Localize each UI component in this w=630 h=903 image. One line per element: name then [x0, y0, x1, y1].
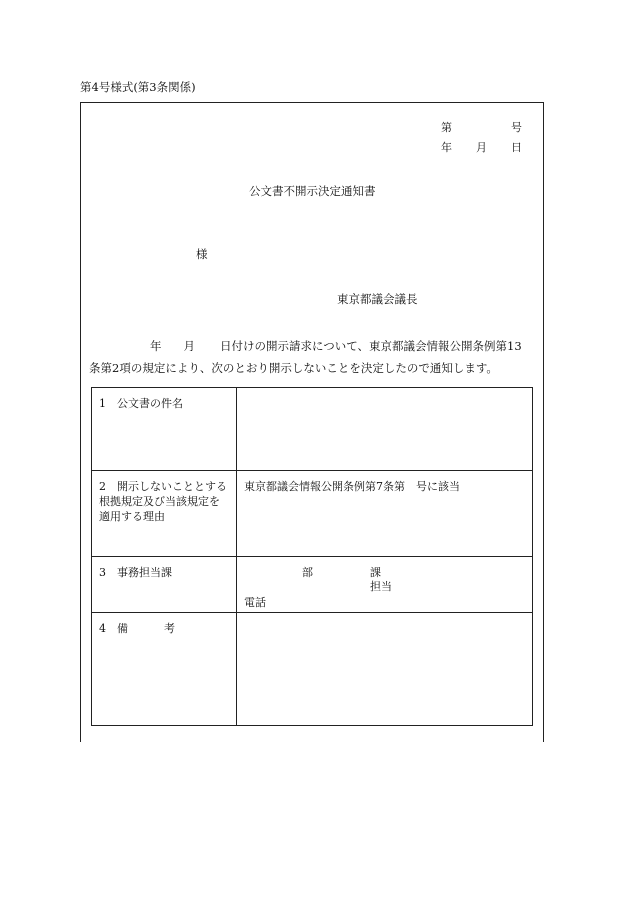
phone-label: 電話 — [244, 596, 266, 609]
body-line-1 — [150, 341, 522, 353]
table-row — [92, 471, 533, 557]
department-label: 部 — [302, 566, 313, 579]
document-title: 公文書不開示決定通知書 — [249, 184, 376, 198]
body-year: 年 — [150, 339, 162, 353]
body-month: 月 — [183, 339, 195, 353]
decision-details-table — [91, 387, 533, 726]
item-number: 2 — [99, 480, 106, 493]
item-number: 4 — [99, 622, 106, 635]
section-label: 課 — [370, 566, 381, 579]
table-row — [92, 613, 533, 726]
row-4-value-cell — [237, 613, 533, 726]
item-number: 1 — [99, 397, 106, 410]
row-1-label-cell — [92, 388, 237, 471]
body-line-2: 条第2項の規定により、次のとおり開示しないことを決定したので通知します。 — [89, 361, 498, 375]
item-number: 3 — [99, 566, 106, 579]
document-number-label: 第 — [441, 121, 452, 134]
row-2-value-cell: 東京都議会情報公開条例第7条第 号に該当 — [237, 471, 533, 557]
person-line — [244, 579, 525, 593]
person-in-charge-label: 担当 — [370, 580, 392, 593]
table-row — [92, 557, 533, 613]
date-day-label: 日 — [511, 141, 522, 154]
sender-name: 東京都議会議長 — [337, 292, 418, 306]
item-label: 事務担当課 — [117, 566, 172, 579]
row-3-label-cell — [92, 557, 237, 613]
recipient-honorific: 様 — [196, 247, 208, 261]
date-year-label: 年 — [441, 141, 452, 154]
row-3-value-cell — [237, 557, 533, 613]
remarks-label-b: 考 — [164, 622, 175, 635]
row-4-label-cell — [92, 613, 237, 726]
item-label: 開示しないこととする根拠規定及び当該規定を適用する理由 — [99, 480, 227, 523]
table-row — [92, 388, 533, 471]
row-2-label-cell — [92, 471, 237, 557]
body-line-1-text: 日付けの開示請求について、東京都議会情報公開条例第13 — [220, 339, 522, 353]
department-line — [244, 565, 525, 579]
document-number-suffix: 号 — [511, 121, 522, 134]
item-label: 公文書の件名 — [117, 397, 183, 410]
remarks-label-a: 備 — [117, 622, 128, 635]
row-1-value-cell — [237, 388, 533, 471]
date-month-label: 月 — [476, 141, 487, 154]
form-number-label: 第4号様式(第3条関係) — [80, 80, 196, 94]
